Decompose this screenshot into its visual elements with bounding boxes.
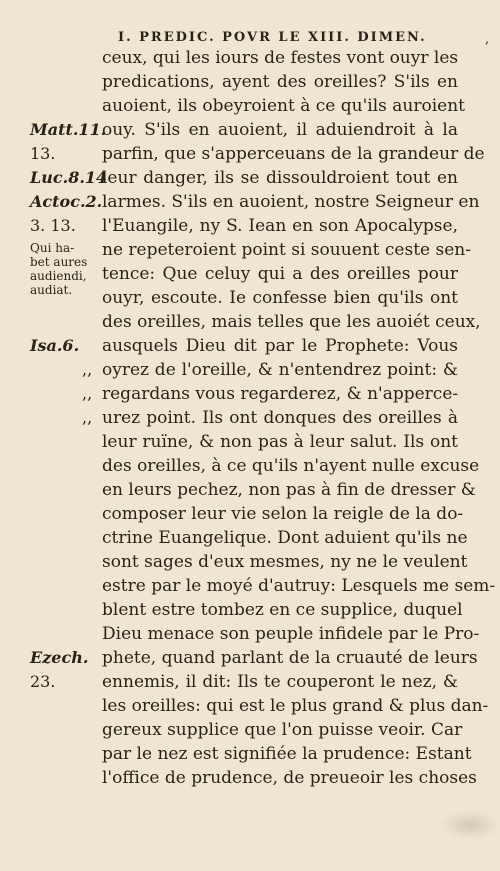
text-line: ennemis, il dit: Ils te couperont le nez, &: [102, 672, 458, 692]
text-line: ctrine Euangelique. Dont aduient qu'ils ne: [102, 528, 468, 548]
margin-note: Qui ha-: [30, 241, 75, 255]
margin-note: audiendi,: [30, 269, 87, 283]
text-line: leur danger, ils se dissouldroient tout en: [102, 168, 458, 188]
margin-note: Matt.11.: [30, 120, 107, 139]
margin-note: Ezech.: [30, 648, 89, 667]
text-line: parfin, que s'apperceuans de la grandeur de: [102, 144, 485, 164]
text-line: les oreilles: qui est le plus grand & plus dan-: [102, 696, 489, 716]
margin-note: Luc.8.14: [30, 168, 108, 187]
margin-note: audiat.: [30, 283, 73, 297]
text-line: estre par le moyé d'autruy: Lesquels me sem-: [102, 576, 496, 596]
quote-mark: ,,: [82, 408, 93, 427]
margin-note: Isa.6.: [30, 336, 80, 355]
text-line: blent estre tombez en ce supplice, duquel: [102, 600, 463, 620]
margin-note: Actoc.2.: [30, 192, 103, 211]
margin-note: bet aures: [30, 255, 88, 269]
text-line: ceux, qui les iours de festes vont ouyr les: [102, 48, 459, 68]
text-line: des oreilles, à ce qu'ils n'ayent nulle excuse: [102, 456, 480, 476]
text-line: ausquels Dieu dit par le Prophete: Vous: [102, 336, 458, 356]
text-line: l'Euangile, ny S. Iean en son Apocalypse,: [102, 216, 458, 236]
page-smudge: [440, 810, 500, 840]
text-line: ouy. S'ils en auoient, il aduiendroit à la: [102, 120, 458, 140]
corner-mark: ,: [485, 32, 490, 47]
text-line: leur ruïne, & non pas à leur salut. Ils ont: [102, 432, 458, 452]
text-line: l'office de prudence, de preueoir les choses: [102, 768, 477, 788]
text-line: ne repeteroient point si souuent ceste sen-: [102, 240, 471, 260]
text-line: par le nez est signifiée la prudence: Estant: [102, 744, 472, 764]
text-line: Dieu menace son peuple infidele par le Pro-: [102, 624, 480, 644]
margin-note: 3. 13.: [30, 216, 76, 235]
text-line: phete, quand parlant de la cruauté de leurs: [102, 648, 478, 668]
text-line: predications, ayent des oreilles? S'ils en: [102, 72, 458, 92]
text-line: sont sages d'eux mesmes, ny ne le veulent: [102, 552, 468, 572]
text-line: urez point. Ils ont donques des oreilles à: [102, 408, 458, 428]
text-line: larmes. S'ils en auoient, nostre Seigneur en: [102, 192, 480, 212]
margin-note: 13.: [30, 144, 56, 163]
text-line: regardans vous regarderez, & n'apperce-: [102, 384, 459, 404]
text-line: en leurs pechez, non pas à fin de dresser &: [102, 480, 476, 500]
text-line: composer leur vie selon la reigle de la do-: [102, 504, 464, 524]
text-line: gereux supplice que l'on puisse veoir. Car: [102, 720, 463, 740]
quote-mark: ,,: [82, 384, 93, 403]
text-line: oyrez de l'oreille, & n'entendrez point: &: [102, 360, 458, 380]
text-line: tence: Que celuy qui a des oreilles pour: [102, 264, 458, 284]
text-line: ouyr, escoute. Ie confesse bien qu'ils ont: [102, 288, 458, 308]
quote-mark: ,,: [82, 360, 93, 379]
running-header: I. PREDIC. POVR LE XIII. DIMEN.: [118, 30, 427, 45]
margin-note: 23.: [30, 672, 56, 691]
text-line: auoient, ils obeyroient à ce qu'ils auroient: [102, 96, 465, 116]
text-line: des oreilles, mais telles que les auoiét ceux,: [102, 312, 481, 332]
